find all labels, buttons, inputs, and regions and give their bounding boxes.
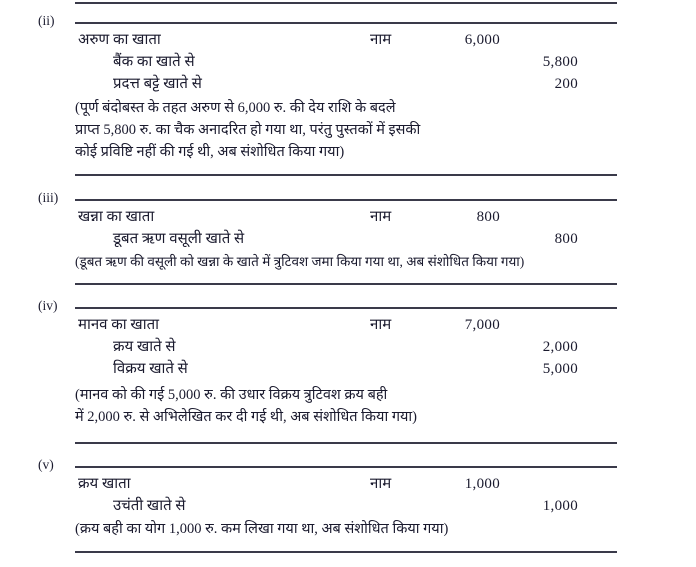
credit-amount: 800 [554, 231, 578, 247]
narration-line: (पूर्ण बंदोबस्त के तहत अरुण से 6,000 रु. की देय राशि के बदले [75, 100, 396, 116]
journal-entry-iv [75, 314, 620, 380]
journal-entry-ii [75, 29, 620, 95]
entry-number-ii: (ii) [38, 13, 55, 28]
entry-line [75, 358, 620, 380]
entry-line [75, 206, 620, 228]
account-name: क्रय खाता [78, 476, 131, 492]
entry-line [75, 473, 620, 495]
credit-amount: 200 [554, 76, 578, 92]
debit-label: नाम [370, 209, 392, 225]
rule-close-iii [75, 283, 617, 285]
entry-line [75, 29, 620, 51]
narration-iv [75, 384, 635, 428]
rule-open-iv [75, 307, 617, 309]
credit-amount: 2,000 [542, 339, 578, 355]
rule-open-ii [75, 22, 617, 24]
entry-number-v: (v) [38, 457, 54, 472]
credit-amount: 5,800 [542, 54, 578, 70]
rule-open-iii [75, 199, 617, 201]
account-name: बैंक का खाते से [113, 54, 195, 70]
debit-amount: 7,000 [464, 317, 500, 333]
entry-line [75, 73, 620, 95]
account-name: विक्रय खाते से [113, 361, 188, 377]
narration-line: में 2,000 रु. से अभिलेखित कर दी गई थी, अब संशोधित किया गया) [75, 409, 418, 425]
debit-amount: 1,000 [464, 476, 500, 492]
entry-line [75, 51, 620, 73]
narration-v [75, 518, 635, 540]
rule-close-v [75, 551, 617, 553]
rule-close-ii [75, 174, 617, 176]
narration-line: कोई प्रविष्टि नहीं की गई थी, अब संशोधित किया गया) [75, 144, 345, 160]
rule-top-partial [75, 2, 617, 4]
account-name: खन्ना का खाता [78, 209, 155, 225]
entry-line [75, 495, 620, 517]
narration-line: प्राप्त 5,800 रु. का चैक अनादरित हो गया था, परंतु पुस्तकों में इसकी [75, 122, 421, 138]
entry-number-iv: (iv) [38, 298, 58, 313]
account-name: उचंती खाते से [113, 498, 186, 514]
account-name: डूबत ऋण वसूली खाते से [113, 231, 245, 247]
narration-iii [75, 251, 635, 273]
journal-entry-iii [75, 206, 620, 250]
account-name: क्रय खाते से [113, 339, 176, 355]
narration-line: (मानव को की गई 5,000 रु. की उधार विक्रय त्रुटिवश क्रय बही [75, 387, 388, 403]
journal-entry-v [75, 473, 620, 517]
debit-label: नाम [370, 317, 392, 333]
debit-amount: 6,000 [464, 32, 500, 48]
entry-number-iii: (iii) [38, 190, 59, 205]
account-name: मानव का खाता [78, 317, 160, 333]
entry-line [75, 228, 620, 250]
rule-close-iv [75, 442, 617, 444]
debit-label: नाम [370, 32, 392, 48]
entry-line [75, 314, 620, 336]
debit-amount: 800 [476, 209, 500, 225]
rule-open-v [75, 466, 617, 468]
entry-line [75, 336, 620, 358]
narration-line: (क्रय बही का योग 1,000 रु. कम लिखा गया था, अब संशोधित किया गया) [75, 521, 449, 537]
account-name: प्रदत्त बट्टे खाते से [113, 76, 202, 92]
credit-amount: 1,000 [542, 498, 578, 514]
narration-line: (डूबत ऋण की वसूली को खन्ना के खाते में त्रुटिवश जमा किया गया था, अब संशोधित किया गया) [75, 254, 525, 269]
credit-amount: 5,000 [542, 361, 578, 377]
narration-ii [75, 97, 635, 163]
debit-label: नाम [370, 476, 392, 492]
account-name: अरुण का खाता [78, 32, 161, 48]
